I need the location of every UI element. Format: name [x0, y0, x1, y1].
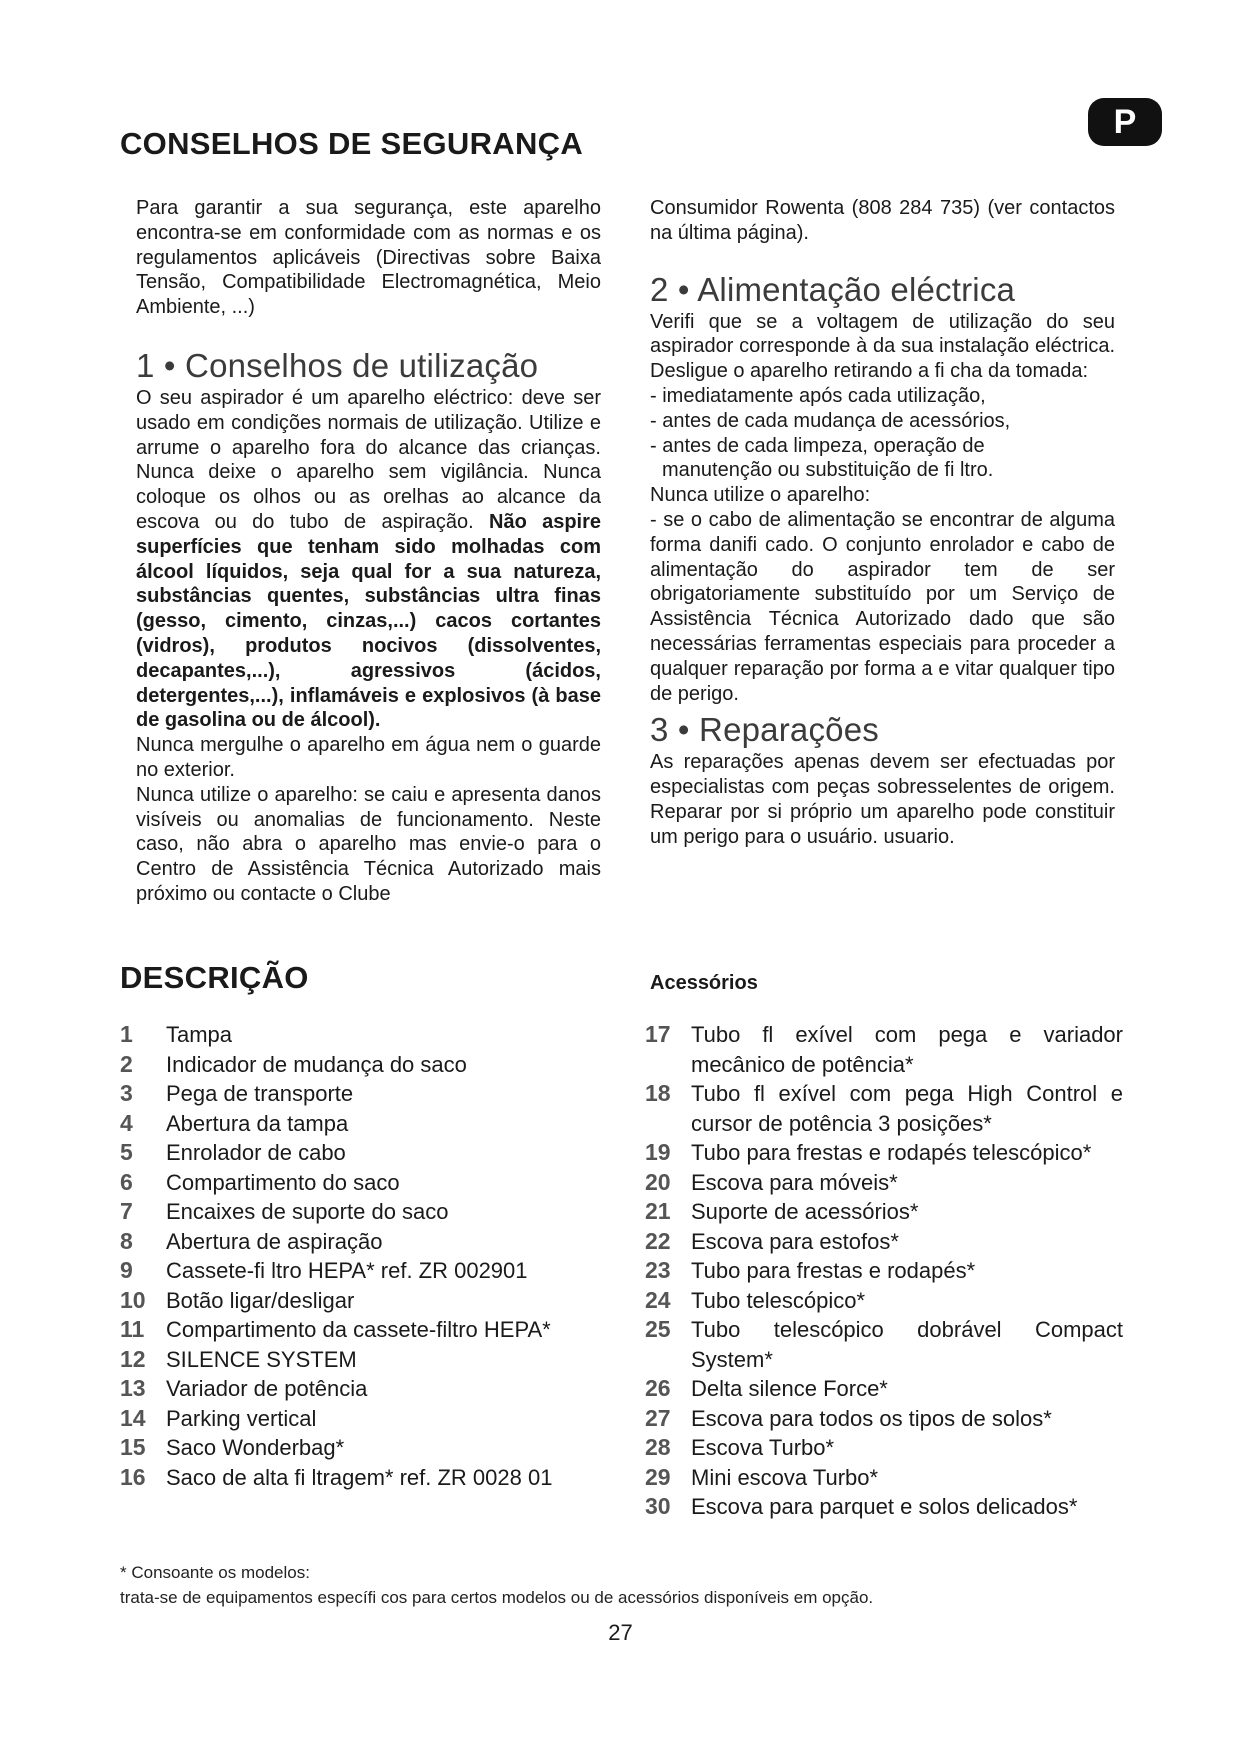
- description-item: [120, 1433, 608, 1463]
- item-label: Saco Wonderbag*: [166, 1435, 345, 1460]
- item-number: 20: [645, 1168, 671, 1195]
- item-number: 2: [120, 1050, 133, 1077]
- description-item: [120, 1109, 608, 1139]
- item-number: 13: [120, 1375, 146, 1401]
- description-item: [120, 1315, 608, 1345]
- item-label: Escova para parquet e solos delicados*: [691, 1494, 1078, 1519]
- item-label: Variador de potência: [166, 1376, 368, 1401]
- description-item: [120, 1079, 608, 1109]
- safety-left-column: [136, 196, 601, 907]
- item-label: Escova para todos os tipos de solos*: [691, 1405, 1052, 1431]
- item-number: 9: [120, 1257, 133, 1283]
- footnote-line-1: * Consoante os modelos:: [120, 1563, 310, 1582]
- item-number: 4: [120, 1109, 133, 1136]
- safety-intro: Para garantir a sua segurança, este aparelho encontra-se em conformidade com as normas e os regulamentos aplicáveis (Directivas sobre Baixa Tensão, Compatibilidade Electromagnética, Meio Ambiente, ...): [136, 197, 601, 319]
- item-number: 26: [645, 1375, 671, 1401]
- item-number: 14: [120, 1404, 146, 1431]
- item-number: 23: [645, 1257, 671, 1283]
- item-number: 12: [120, 1345, 146, 1372]
- item-label: Suporte de acessórios*: [691, 1199, 919, 1224]
- item-label: Tubo para frestas e rodapés telescópico*: [691, 1140, 1092, 1165]
- section-3-text: As reparações apenas devem ser efectuadas por especialistas com peças sobresselentes de origem. Reparar por si próprio um aparelho pode constituir um perigo para o usuário. usuario.: [650, 751, 1115, 848]
- section-2-text: Verifi que se a voltagem de utilização do seu aspirador corresponde à da sua instalação eléctrica. Desligue o aparelho retirando a fi cha da tomada:: [650, 310, 1115, 383]
- item-number: 30: [645, 1493, 671, 1519]
- description-item: [120, 1256, 608, 1286]
- item-label: Tubo para frestas e rodapés*: [691, 1258, 976, 1283]
- section-1-text-a: O seu aspirador é um aparelho eléctrico: deve ser usado em condições normais de utilização. Utilize e arrume o aparelho fora do alcance das crianças. Nunca deixe o aparelho sem vigilância. Nunca coloque os olhos ou as orelhas ao alcance da escova ou do tubo de aspiração.: [136, 386, 601, 533]
- description-item: [120, 1404, 608, 1434]
- accessory-item: [645, 1256, 1123, 1286]
- item-number: 17: [645, 1021, 671, 1047]
- section-1-text-c: Nunca utilize o aparelho: se caiu e apresenta danos visíveis ou anomalias de funcionamento. Neste caso, não abra o aparelho mas envie-o para o Centro de Assistência Técnica Autorizado mais próximo ou contacte o Clube: [136, 783, 601, 905]
- section-1-continuation: Consumidor Rowenta (808 284 735) (ver contactos na última página).: [650, 197, 1115, 244]
- accessory-item: [645, 1463, 1123, 1493]
- item-number: 7: [120, 1198, 133, 1224]
- description-title: DESCRIÇÃO: [120, 960, 309, 995]
- section-2-text-2: - se o cabo de alimentação se encontrar de alguma forma danifi cado. O conjunto enrolador e cabo de alimentação do aspirador tem de ser obrigatoriamente substituído por um Serviço de Assistência Técnica Autorizado dado que são necessárias ferramentas especiais para proceder a qualquer reparação por forma a e vitar qualquer tipo de perigo.: [650, 508, 1115, 705]
- safety-right-column: [650, 196, 1115, 850]
- section-2-list-item: - imediatamente após cada utilização,: [650, 384, 986, 407]
- description-item: [120, 1345, 608, 1375]
- item-label: Escova para móveis*: [691, 1169, 898, 1195]
- description-item: [120, 1197, 608, 1227]
- description-list: [120, 1020, 608, 1492]
- section-2-list-item: - antes de cada limpeza, operação de: [650, 434, 985, 457]
- item-label: Escova para estofos*: [691, 1228, 899, 1254]
- item-label: Tampa: [166, 1022, 233, 1047]
- item-number: 8: [120, 1227, 133, 1254]
- section-2-list-item: manutenção ou substituição de fi ltro.: [662, 459, 994, 482]
- item-label: Abertura da tampa: [166, 1110, 349, 1136]
- item-label: Tubo telescópico*: [691, 1287, 866, 1313]
- accessories-title: Acessórios: [650, 972, 758, 994]
- item-number: 1: [120, 1021, 133, 1047]
- accessory-item: [645, 1227, 1123, 1257]
- accessory-item: [645, 1079, 1123, 1138]
- item-label: Enrolador de cabo: [166, 1140, 346, 1165]
- item-label: Saco de alta fi ltragem* ref. ZR 0028 01: [166, 1464, 553, 1490]
- item-label: Tubo telescópico dobrável Compact System*: [691, 1317, 1123, 1372]
- item-label: Indicador de mudança do saco: [166, 1051, 467, 1077]
- item-number: 22: [645, 1227, 671, 1254]
- item-label: Parking vertical: [166, 1405, 317, 1431]
- section-1-text-b: Nunca mergulhe o aparelho em água nem o guarde no exterior.: [136, 734, 601, 781]
- item-label: SILENCE SYSTEM: [166, 1346, 357, 1372]
- footnote: [120, 1560, 873, 1610]
- accessory-item: [645, 1168, 1123, 1198]
- footnote-line-2: trata-se de equipamentos específi cos para certos modelos ou de acessórios disponíveis em opção.: [120, 1588, 874, 1607]
- item-number: 10: [120, 1286, 146, 1313]
- item-label: Mini escova Turbo*: [691, 1464, 879, 1490]
- accessory-item: [645, 1492, 1123, 1522]
- accessory-item: [645, 1138, 1123, 1168]
- accessory-item: [645, 1315, 1123, 1374]
- description-item: [120, 1168, 608, 1198]
- item-label: Delta silence Force*: [691, 1376, 888, 1401]
- item-label: Encaixes de suporte do saco: [166, 1199, 449, 1224]
- item-label: Abertura de aspiração: [166, 1228, 383, 1254]
- accessory-item: [645, 1433, 1123, 1463]
- section-2-heading: 2 • Alimentação eléctrica: [650, 270, 1016, 308]
- item-number: 24: [645, 1286, 671, 1313]
- item-label: Cassete-fi ltro HEPA* ref. ZR 002901: [166, 1258, 528, 1283]
- accessory-item: [645, 1020, 1123, 1079]
- section-1-heading: 1 • Conselhos de utilização: [136, 346, 539, 384]
- section-2-list-item: - antes de cada mudança de acessórios,: [650, 409, 1011, 432]
- item-number: 6: [120, 1168, 133, 1195]
- item-number: 25: [645, 1316, 671, 1342]
- safety-title: CONSELHOS DE SEGURANÇA: [120, 126, 584, 161]
- accessory-item: [645, 1197, 1123, 1227]
- accessory-item: [645, 1404, 1123, 1434]
- item-number: 3: [120, 1080, 133, 1106]
- description-item: [120, 1374, 608, 1404]
- section-1-warning: Não aspire superfícies que tenham sido molhadas com álcool líquidos, seja qual for a sua natureza, substâncias quentes, substâncias ultra finas (gesso, cimento, cinzas,...) cacos cortantes (vidros), produtos nocivos (dissolventes, decapantes,...), agressivos (ácidos, detergentes,...), inflamáveis e explosivos (à base de gasolina ou de álcool).: [136, 510, 602, 732]
- item-number: 11: [120, 1316, 145, 1342]
- item-label: Pega de transporte: [166, 1081, 354, 1106]
- section-3-heading: 3 • Reparações: [650, 711, 879, 749]
- accessories-list: [645, 1020, 1123, 1522]
- description-item: [120, 1286, 608, 1316]
- item-number: 18: [645, 1080, 671, 1106]
- accessory-item: [645, 1374, 1123, 1404]
- description-item: [120, 1020, 608, 1050]
- item-label: Botão ligar/desligar: [166, 1287, 355, 1313]
- item-label: Compartimento do saco: [166, 1169, 400, 1195]
- item-label: Escova Turbo*: [691, 1435, 835, 1460]
- item-number: 29: [645, 1463, 671, 1490]
- item-number: 5: [120, 1139, 133, 1165]
- item-number: 19: [645, 1139, 671, 1165]
- section-2-never: Nunca utilize o aparelho:: [650, 484, 871, 507]
- page-number: 27: [608, 1620, 633, 1645]
- item-number: 28: [645, 1434, 671, 1460]
- description-item: [120, 1227, 608, 1257]
- item-number: 16: [120, 1463, 146, 1490]
- item-label: Tubo fl exível com pega e variador mecânico de potência*: [691, 1022, 1123, 1077]
- language-badge: P: [1088, 98, 1162, 146]
- description-item: [120, 1463, 608, 1493]
- description-item: [120, 1050, 608, 1080]
- item-label: Compartimento da cassete-filtro HEPA*: [166, 1317, 551, 1342]
- description-item: [120, 1138, 608, 1168]
- accessory-item: [645, 1286, 1123, 1316]
- section-1-text: [136, 386, 601, 733]
- item-number: 15: [120, 1434, 146, 1460]
- item-number: 27: [645, 1404, 671, 1431]
- item-label: Tubo fl exível com pega High Control e cursor de potência 3 posições*: [691, 1081, 1123, 1136]
- item-number: 21: [645, 1198, 671, 1224]
